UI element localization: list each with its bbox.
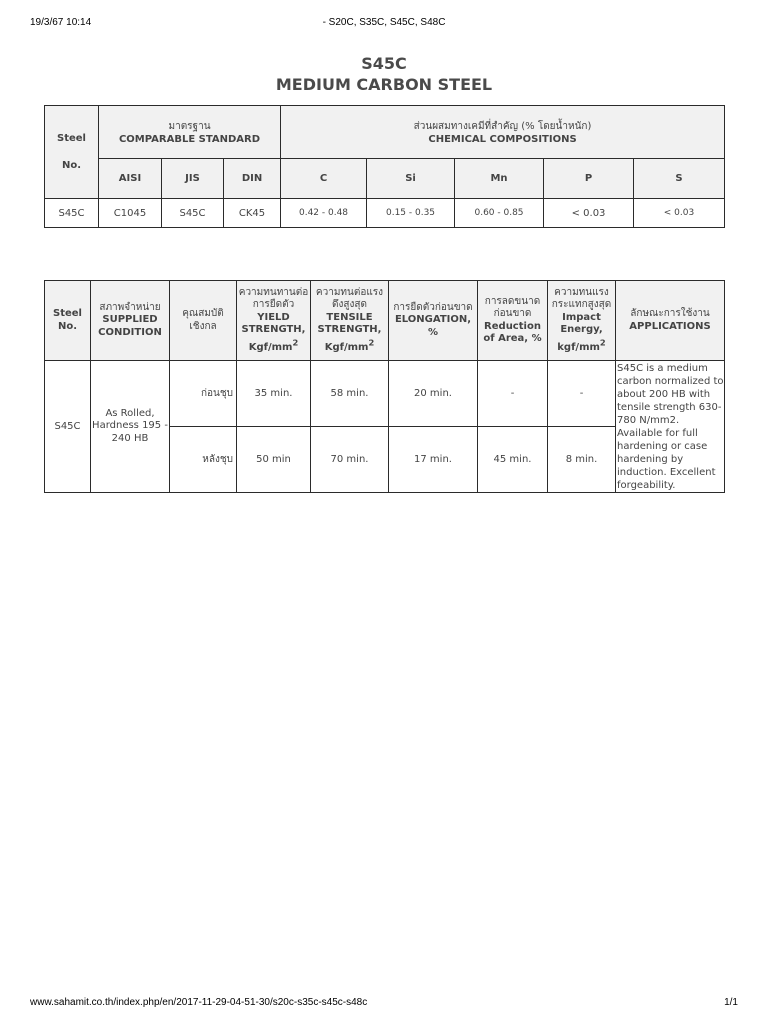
cell-elongation: 17 min.: [389, 427, 478, 493]
din-header: DIN: [224, 159, 281, 199]
cell-state-after: หลังชุบ: [170, 427, 237, 493]
table-row: [45, 199, 725, 228]
jis-header: JIS: [162, 159, 224, 199]
composition-table: [44, 105, 725, 228]
print-header: [30, 17, 738, 31]
tensile-header: ความทนต่อแรงดึงสูงสุด TENSILE STRENGTH, Kgf/$mm^2$: [311, 281, 389, 361]
table-row: [45, 361, 725, 427]
cell-aisi: C1045: [99, 199, 162, 228]
cell-c: 0.42 - 0.48: [281, 199, 367, 228]
print-page-number: 1/1: [724, 997, 738, 1008]
cell-mn: 0.60 - 0.85: [455, 199, 544, 228]
steel-no-header: Steel No.: [45, 106, 99, 199]
cell-elongation: 20 min.: [389, 361, 478, 427]
aisi-header: AISI: [99, 159, 162, 199]
cell-yield: 35 min.: [237, 361, 311, 427]
mn-header: Mn: [455, 159, 544, 199]
standard-header: มาตรฐาน COMPARABLE STANDARD: [99, 106, 281, 159]
mechanical-header: คุณสมบัติเชิงกล: [170, 281, 237, 361]
print-footer: [30, 997, 738, 1011]
print-url[interactable]: www.sahamit.co.th/index.php/en/2017-11-29-04-51-30/s20c-s35c-s45c-s48c: [30, 997, 368, 1008]
c-header: C: [281, 159, 367, 199]
cell-impact: -: [548, 361, 616, 427]
cell-jis: S45C: [162, 199, 224, 228]
p-header: P: [544, 159, 634, 199]
steel-no-header: Steel No.: [45, 281, 91, 361]
cell-applications: S45C is a medium carbon normalized to about 200 HB with tensile strength 630-780 N/mm2. Available for full hardening or case hardening by induction. Excellent forgeability.: [616, 361, 725, 493]
cell-yield: 50 min: [237, 427, 311, 493]
chemical-header: ส่วนผสมทางเคมีที่สำคัญ (% โดยน้ำหนัก) CHEMICAL COMPOSITIONS: [281, 106, 725, 159]
si-header: Si: [367, 159, 455, 199]
impact-header: ความทนแรงกระแทกสูงสุด Impact Energy, kgf/$mm^2$: [548, 281, 616, 361]
cell-supplied: As Rolled, Hardness 195 - 240 HB: [91, 361, 170, 493]
print-timestamp: 19/3/67 10:14: [30, 17, 92, 28]
elongation-header: การยืดตัวก่อนขาด ELONGATION, %: [389, 281, 478, 361]
cell-s: < 0.03: [634, 199, 725, 228]
mechanical-table: [44, 280, 725, 493]
cell-p: < 0.03: [544, 199, 634, 228]
cell-reduction: 45 min.: [478, 427, 548, 493]
cell-tensile: 70 min.: [311, 427, 389, 493]
cell-din: CK45: [224, 199, 281, 228]
reduction-header: การลดขนาดก่อนขาด Reduction of Area, %: [478, 281, 548, 361]
applications-header: ลักษณะการใช้งาน APPLICATIONS: [616, 281, 725, 361]
cell-si: 0.15 - 0.35: [367, 199, 455, 228]
cell-tensile: 58 min.: [311, 361, 389, 427]
supplied-header: สภาพจำหน่าย SUPPLIED CONDITION: [91, 281, 170, 361]
cell-impact: 8 min.: [548, 427, 616, 493]
cell-steel: S45C: [45, 199, 99, 228]
yield-header: ความทนทานต่อการยืดตัว YIELD STRENGTH, Kgf/$mm^2$: [237, 281, 311, 361]
cell-steel: S45C: [45, 361, 91, 493]
s-header: S: [634, 159, 725, 199]
print-page-title: - S20C, S35C, S45C, S48C: [322, 17, 446, 28]
cell-state-before: ก่อนชุบ: [170, 361, 237, 427]
doc-title-type: MEDIUM CARBON STEEL: [275, 75, 493, 94]
cell-reduction: -: [478, 361, 548, 427]
doc-title-grade: S45C: [361, 54, 407, 73]
